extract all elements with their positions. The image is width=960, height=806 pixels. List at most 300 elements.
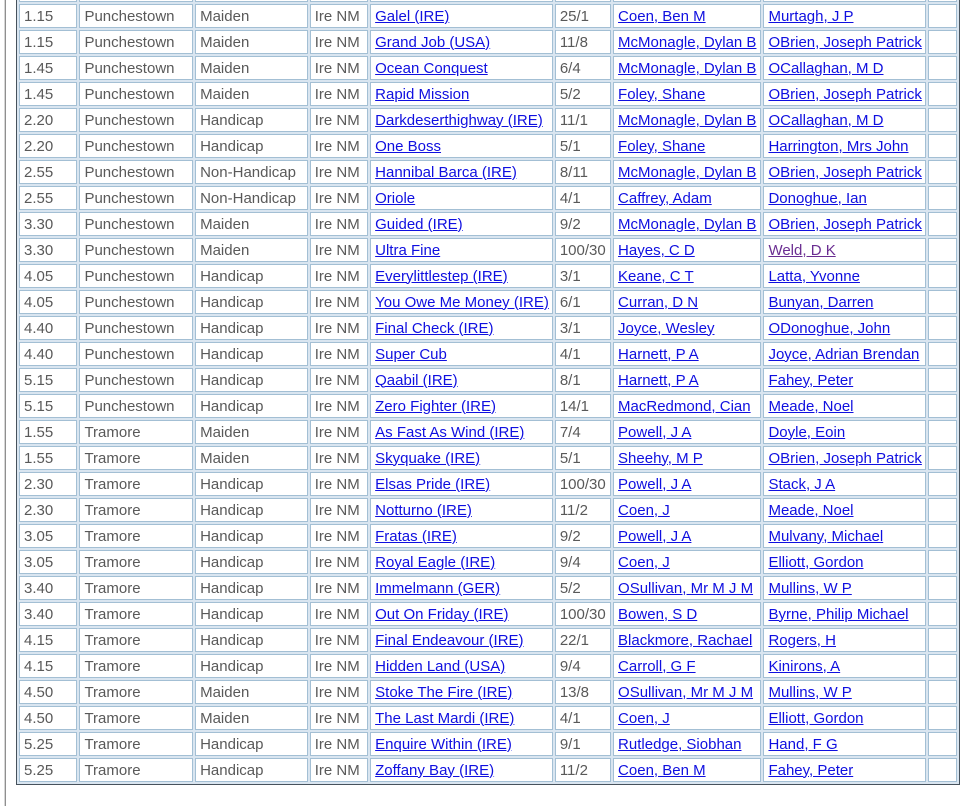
race-type-cell: Handicap xyxy=(195,472,308,496)
horse-link[interactable]: One Boss xyxy=(375,137,442,155)
race-type-cell: Handicap xyxy=(195,498,308,522)
country-cell: Ire NM xyxy=(310,342,368,366)
trainer-link-cell xyxy=(763,472,926,496)
extra-cell xyxy=(928,290,957,314)
time-cell: 1.45 xyxy=(19,56,77,80)
extra-cell xyxy=(928,732,957,756)
horse-link-cell xyxy=(370,706,553,730)
table-row xyxy=(19,134,957,158)
table-row xyxy=(19,316,957,340)
jockey-link-cell xyxy=(613,524,761,548)
course-cell: Tramore xyxy=(79,550,193,574)
horse-link[interactable]: Super Cub xyxy=(375,345,447,363)
time-cell: 4.50 xyxy=(19,680,77,704)
jockey-link[interactable]: Rutledge, Siobhan xyxy=(618,735,742,753)
jockey-link[interactable]: McMonagle, Dylan B xyxy=(618,59,757,77)
time-cell: 5.25 xyxy=(19,758,77,782)
extra-cell xyxy=(928,446,957,470)
race-type-cell: Handicap xyxy=(195,108,308,132)
trainer-link[interactable]: Latta, Yvonne xyxy=(768,267,860,285)
trainer-link[interactable]: Weld, D K xyxy=(768,241,836,259)
country-cell: Ire NM xyxy=(310,82,368,106)
trainer-link-cell xyxy=(763,420,926,444)
horse-link-cell xyxy=(370,160,553,184)
table-row xyxy=(19,238,957,262)
odds-cell: 9/2 xyxy=(555,212,611,236)
jockey-link[interactable]: Carroll, G F xyxy=(618,657,696,675)
trainer-link[interactable]: Murtagh, J P xyxy=(768,7,854,25)
jockey-link[interactable]: McMonagle, Dylan B xyxy=(618,33,757,51)
trainer-link-cell xyxy=(763,368,926,392)
odds-cell: 4/1 xyxy=(555,342,611,366)
jockey-link[interactable]: McMonagle, Dylan B xyxy=(618,215,757,233)
course-cell: Tramore xyxy=(79,472,193,496)
table-row xyxy=(19,706,957,730)
trainer-link-cell xyxy=(763,56,926,80)
trainer-link[interactable]: Elliott, Gordon xyxy=(768,553,864,571)
trainer-link-cell xyxy=(763,134,926,158)
time-cell: 3.40 xyxy=(19,602,77,626)
jockey-link[interactable]: OSullivan, Mr M J M xyxy=(618,579,754,597)
horse-link-cell xyxy=(370,212,553,236)
horse-link-cell xyxy=(370,654,553,678)
extra-cell xyxy=(928,758,957,782)
trainer-link[interactable]: ODonoghue, John xyxy=(768,319,891,337)
odds-cell: 7/4 xyxy=(555,420,611,444)
table-row xyxy=(19,550,957,574)
trainer-link-cell xyxy=(763,654,926,678)
horse-link[interactable]: Oriole xyxy=(375,189,416,207)
jockey-link[interactable]: McMonagle, Dylan B xyxy=(618,111,757,129)
odds-cell: 6/4 xyxy=(555,56,611,80)
country-cell: Ire NM xyxy=(310,56,368,80)
trainer-link[interactable]: Harrington, Mrs John xyxy=(768,137,909,155)
horse-link[interactable]: Hidden Land (USA) xyxy=(375,657,506,675)
horse-link[interactable]: Ocean Conquest xyxy=(375,59,488,77)
trainer-link[interactable]: Bunyan, Darren xyxy=(768,293,874,311)
extra-cell xyxy=(928,4,957,28)
extra-cell xyxy=(928,680,957,704)
race-type-cell: Non-Handicap xyxy=(195,186,308,210)
country-cell: Ire NM xyxy=(310,628,368,652)
race-type-cell: Handicap xyxy=(195,342,308,366)
horse-link-cell xyxy=(370,576,553,600)
jockey-link[interactable]: Bowen, S D xyxy=(618,605,698,623)
horse-link[interactable]: Hannibal Barca (IRE) xyxy=(375,163,517,181)
course-cell: Tramore xyxy=(79,524,193,548)
trainer-link-cell xyxy=(763,4,926,28)
table-row xyxy=(19,342,957,366)
horse-link[interactable]: Final Check (IRE) xyxy=(375,319,494,337)
jockey-link[interactable]: Powell, J A xyxy=(618,475,692,493)
jockey-link-cell xyxy=(613,30,761,54)
horse-link-cell xyxy=(370,524,553,548)
trainer-link[interactable]: Fahey, Peter xyxy=(768,371,854,389)
odds-cell: 100/30 xyxy=(555,472,611,496)
table-row xyxy=(19,368,957,392)
trainer-link-cell xyxy=(763,758,926,782)
time-cell: 1.55 xyxy=(19,420,77,444)
jockey-link[interactable]: Blackmore, Rachael xyxy=(618,631,753,649)
course-cell: Punchestown xyxy=(79,160,193,184)
jockey-link[interactable]: Harnett, P A xyxy=(618,371,699,389)
horse-link[interactable]: Stoke The Fire (IRE) xyxy=(375,683,513,701)
table-row xyxy=(19,758,957,782)
time-cell: 2.20 xyxy=(19,108,77,132)
odds-cell: 3/1 xyxy=(555,264,611,288)
jockey-link-cell xyxy=(613,4,761,28)
trainer-link[interactable]: OCallaghan, M D xyxy=(768,111,884,129)
jockey-link[interactable]: Coen, J xyxy=(618,501,670,519)
extra-cell xyxy=(928,82,957,106)
horse-link[interactable]: Final Endeavour (IRE) xyxy=(375,631,524,649)
horse-link[interactable]: Zero Fighter (IRE) xyxy=(375,397,496,415)
table-row xyxy=(19,56,957,80)
country-cell: Ire NM xyxy=(310,602,368,626)
horse-link[interactable]: Zoffany Bay (IRE) xyxy=(375,761,495,779)
jockey-link[interactable]: Coen, J xyxy=(618,553,670,571)
table-row xyxy=(19,602,957,626)
jockey-link-cell xyxy=(613,212,761,236)
country-cell: Ire NM xyxy=(310,732,368,756)
jockey-link[interactable]: Coen, Ben M xyxy=(618,7,706,25)
trainer-link[interactable]: Mullins, W P xyxy=(768,683,852,701)
horse-link[interactable]: Immelmann (GER) xyxy=(375,579,501,597)
horse-link-cell xyxy=(370,602,553,626)
course-cell: Tramore xyxy=(79,680,193,704)
trainer-link[interactable]: Rogers, H xyxy=(768,631,836,649)
trainer-link-cell xyxy=(763,550,926,574)
country-cell: Ire NM xyxy=(310,290,368,314)
jockey-link[interactable]: OSullivan, Mr M J M xyxy=(618,683,754,701)
jockey-link[interactable]: Coen, J xyxy=(618,709,670,727)
trainer-link-cell xyxy=(763,706,926,730)
country-cell: Ire NM xyxy=(310,264,368,288)
trainer-link[interactable]: OBrien, Joseph Patrick xyxy=(768,449,922,467)
trainer-link-cell xyxy=(763,238,926,262)
horse-link[interactable]: Darkdeserthighway (IRE) xyxy=(375,111,543,129)
horse-link[interactable]: Fratas (IRE) xyxy=(375,527,457,545)
course-cell: Tramore xyxy=(79,498,193,522)
course-cell: Punchestown xyxy=(79,394,193,418)
table-row xyxy=(19,524,957,548)
jockey-link[interactable]: Foley, Shane xyxy=(618,137,706,155)
horse-link-cell xyxy=(370,680,553,704)
race-type-cell: Maiden xyxy=(195,680,308,704)
extra-cell xyxy=(928,108,957,132)
jockey-link[interactable]: Joyce, Wesley xyxy=(618,319,715,337)
extra-cell xyxy=(928,628,957,652)
odds-cell: 9/4 xyxy=(555,654,611,678)
jockey-link-cell xyxy=(613,680,761,704)
table-row xyxy=(19,264,957,288)
country-cell: Ire NM xyxy=(310,186,368,210)
trainer-link[interactable]: OBrien, Joseph Patrick xyxy=(768,85,922,103)
horse-link[interactable]: Elsas Pride (IRE) xyxy=(375,475,491,493)
trainer-link-cell xyxy=(763,264,926,288)
time-cell: 3.30 xyxy=(19,212,77,236)
horse-link-cell xyxy=(370,4,553,28)
trainer-link-cell xyxy=(763,316,926,340)
horse-link-cell xyxy=(370,108,553,132)
time-cell: 3.05 xyxy=(19,524,77,548)
race-type-cell: Handicap xyxy=(195,628,308,652)
race-table-body xyxy=(19,0,957,782)
race-type-cell: Handicap xyxy=(195,316,308,340)
jockey-link-cell xyxy=(613,758,761,782)
course-cell: Punchestown xyxy=(79,264,193,288)
horse-link-cell xyxy=(370,628,553,652)
odds-cell: 3/1 xyxy=(555,316,611,340)
table-row xyxy=(19,108,957,132)
jockey-link[interactable]: Keane, C T xyxy=(618,267,694,285)
time-cell: 3.05 xyxy=(19,550,77,574)
horse-link-cell xyxy=(370,368,553,392)
extra-cell xyxy=(928,316,957,340)
extra-cell xyxy=(928,186,957,210)
jockey-link[interactable]: MacRedmond, Cian xyxy=(618,397,751,415)
trainer-link[interactable]: Stack, J A xyxy=(768,475,836,493)
horse-link[interactable]: Grand Job (USA) xyxy=(375,33,491,51)
trainer-link[interactable]: Elliott, Gordon xyxy=(768,709,864,727)
horse-link[interactable]: Notturno (IRE) xyxy=(375,501,472,519)
horse-link-cell xyxy=(370,56,553,80)
time-cell: 5.25 xyxy=(19,732,77,756)
odds-cell: 5/1 xyxy=(555,134,611,158)
trainer-link[interactable]: Byrne, Philip Michael xyxy=(768,605,909,623)
jockey-link[interactable]: Hayes, C D xyxy=(618,241,695,259)
jockey-link[interactable]: Coen, Ben M xyxy=(618,761,706,779)
horse-link[interactable]: Skyquake (IRE) xyxy=(375,449,481,467)
table-row xyxy=(19,160,957,184)
country-cell: Ire NM xyxy=(310,758,368,782)
time-cell: 4.40 xyxy=(19,316,77,340)
country-cell: Ire NM xyxy=(310,680,368,704)
horse-link-cell xyxy=(370,446,553,470)
jockey-link-cell xyxy=(613,706,761,730)
country-cell: Ire NM xyxy=(310,498,368,522)
odds-cell: 11/2 xyxy=(555,758,611,782)
trainer-link[interactable]: Joyce, Adrian Brendan xyxy=(768,345,920,363)
horse-link-cell xyxy=(370,732,553,756)
horse-link[interactable]: You Owe Me Money (IRE) xyxy=(375,293,549,311)
course-cell: Punchestown xyxy=(79,238,193,262)
jockey-link-cell xyxy=(613,498,761,522)
horse-link-cell xyxy=(370,186,553,210)
time-cell: 2.30 xyxy=(19,472,77,496)
trainer-link-cell xyxy=(763,524,926,548)
trainer-link[interactable]: OBrien, Joseph Patrick xyxy=(768,215,922,233)
trainer-link-cell xyxy=(763,602,926,626)
trainer-link-cell xyxy=(763,160,926,184)
course-cell: Tramore xyxy=(79,706,193,730)
horse-link-cell xyxy=(370,134,553,158)
race-type-cell: Handicap xyxy=(195,394,308,418)
trainer-link[interactable]: Meade, Noel xyxy=(768,501,854,519)
horse-link-cell xyxy=(370,758,553,782)
time-cell: 5.15 xyxy=(19,394,77,418)
country-cell: Ire NM xyxy=(310,472,368,496)
jockey-link-cell xyxy=(613,654,761,678)
horse-link[interactable]: The Last Mardi (IRE) xyxy=(375,709,515,727)
horse-link[interactable]: Galel (IRE) xyxy=(375,7,450,25)
trainer-link[interactable]: OBrien, Joseph Patrick xyxy=(768,33,922,51)
odds-cell: 4/1 xyxy=(555,186,611,210)
horse-link[interactable]: Enquire Within (IRE) xyxy=(375,735,512,753)
trainer-link-cell xyxy=(763,628,926,652)
time-cell: 4.15 xyxy=(19,628,77,652)
country-cell: Ire NM xyxy=(310,212,368,236)
table-row xyxy=(19,732,957,756)
race-type-cell xyxy=(195,0,308,2)
jockey-link[interactable]: Sheehy, M P xyxy=(618,449,703,467)
time-cell: 4.05 xyxy=(19,264,77,288)
odds-cell: 8/1 xyxy=(555,368,611,392)
race-type-cell: Handicap xyxy=(195,654,308,678)
table-row xyxy=(19,212,957,236)
race-type-cell: Handicap xyxy=(195,134,308,158)
time-cell: 5.15 xyxy=(19,368,77,392)
jockey-link-cell xyxy=(613,732,761,756)
trainer-link[interactable]: Donoghue, Ian xyxy=(768,189,867,207)
extra-cell xyxy=(928,342,957,366)
jockey-link[interactable]: Caffrey, Adam xyxy=(618,189,712,207)
trainer-link-cell xyxy=(763,0,926,2)
jockey-link-cell xyxy=(613,394,761,418)
trainer-link[interactable]: Hand, F G xyxy=(768,735,838,753)
jockey-link[interactable]: Powell, J A xyxy=(618,527,692,545)
course-cell: Punchestown xyxy=(79,290,193,314)
trainer-link-cell xyxy=(763,342,926,366)
trainer-link-cell xyxy=(763,30,926,54)
table-row xyxy=(19,4,957,28)
race-type-cell: Handicap xyxy=(195,758,308,782)
country-cell: Ire NM xyxy=(310,524,368,548)
course-cell: Tramore xyxy=(79,628,193,652)
race-type-cell: Maiden xyxy=(195,30,308,54)
trainer-link[interactable]: OBrien, Joseph Patrick xyxy=(768,163,922,181)
table-row xyxy=(19,30,957,54)
country-cell: Ire NM xyxy=(310,108,368,132)
course-cell: Tramore xyxy=(79,602,193,626)
table-row xyxy=(19,82,957,106)
odds-cell: 11/2 xyxy=(555,498,611,522)
extra-cell xyxy=(928,524,957,548)
jockey-link-cell xyxy=(613,290,761,314)
partial-table-row xyxy=(19,0,957,2)
trainer-link[interactable]: Meade, Noel xyxy=(768,397,854,415)
trainer-link-cell xyxy=(763,732,926,756)
course-cell xyxy=(79,0,193,2)
jockey-link-cell xyxy=(613,576,761,600)
horse-link-cell xyxy=(370,30,553,54)
trainer-link[interactable]: Kinirons, A xyxy=(768,657,841,675)
jockey-link[interactable]: Harnett, P A xyxy=(618,345,699,363)
course-cell: Tramore xyxy=(79,446,193,470)
race-type-cell: Handicap xyxy=(195,290,308,314)
odds-cell: 11/8 xyxy=(555,30,611,54)
odds-cell: 25/1 xyxy=(555,4,611,28)
trainer-link[interactable]: Mullins, W P xyxy=(768,579,852,597)
time-cell: 4.50 xyxy=(19,706,77,730)
odds-cell: 100/30 xyxy=(555,602,611,626)
jockey-link-cell xyxy=(613,602,761,626)
trainer-link[interactable]: Doyle, Eoin xyxy=(768,423,846,441)
jockey-link-cell xyxy=(613,342,761,366)
trainer-link[interactable]: OCallaghan, M D xyxy=(768,59,884,77)
horse-link-cell xyxy=(370,498,553,522)
horse-link[interactable]: Everylittlestep (IRE) xyxy=(375,267,508,285)
table-row xyxy=(19,498,957,522)
race-type-cell: Maiden xyxy=(195,706,308,730)
odds-cell: 6/1 xyxy=(555,290,611,314)
race-type-cell: Handicap xyxy=(195,550,308,574)
jockey-link-cell xyxy=(613,108,761,132)
table-row xyxy=(19,576,957,600)
extra-cell xyxy=(928,264,957,288)
horse-link-cell xyxy=(370,316,553,340)
jockey-link[interactable]: McMonagle, Dylan B xyxy=(618,163,757,181)
horse-link[interactable]: Ultra Fine xyxy=(375,241,441,259)
odds-cell: 9/1 xyxy=(555,732,611,756)
extra-cell xyxy=(928,0,957,2)
time-cell: 3.30 xyxy=(19,238,77,262)
extra-cell xyxy=(928,576,957,600)
trainer-link-cell xyxy=(763,498,926,522)
trainer-link[interactable]: Fahey, Peter xyxy=(768,761,854,779)
course-cell: Punchestown xyxy=(79,368,193,392)
jockey-link[interactable]: Foley, Shane xyxy=(618,85,706,103)
race-type-cell: Maiden xyxy=(195,212,308,236)
course-cell: Punchestown xyxy=(79,134,193,158)
race-type-cell: Handicap xyxy=(195,524,308,548)
horse-link[interactable]: Qaabil (IRE) xyxy=(375,371,458,389)
horse-link[interactable]: Guided (IRE) xyxy=(375,215,463,233)
time-cell: 3.40 xyxy=(19,576,77,600)
time-cell: 1.55 xyxy=(19,446,77,470)
horse-link[interactable]: Royal Eagle (IRE) xyxy=(375,553,496,571)
horse-link[interactable]: As Fast As Wind (IRE) xyxy=(375,423,525,441)
jockey-link-cell xyxy=(613,0,761,2)
horse-link[interactable]: Rapid Mission xyxy=(375,85,470,103)
odds-cell: 9/4 xyxy=(555,550,611,574)
time-cell: 2.30 xyxy=(19,498,77,522)
odds-cell: 4/1 xyxy=(555,706,611,730)
country-cell: Ire NM xyxy=(310,368,368,392)
jockey-link-cell xyxy=(613,420,761,444)
country-cell: Ire NM xyxy=(310,30,368,54)
time-cell xyxy=(19,0,77,2)
jockey-link[interactable]: Powell, J A xyxy=(618,423,692,441)
extra-cell xyxy=(928,394,957,418)
course-cell: Punchestown xyxy=(79,30,193,54)
jockey-link-cell xyxy=(613,368,761,392)
race-type-cell: Maiden xyxy=(195,82,308,106)
table-row xyxy=(19,446,957,470)
jockey-link[interactable]: Curran, D N xyxy=(618,293,699,311)
trainer-link[interactable]: Mulvany, Michael xyxy=(768,527,884,545)
course-cell: Tramore xyxy=(79,576,193,600)
odds-cell: 100/30 xyxy=(555,238,611,262)
extra-cell xyxy=(928,160,957,184)
horse-link[interactable]: Out On Friday (IRE) xyxy=(375,605,509,623)
odds-cell xyxy=(555,0,611,2)
race-type-cell: Maiden xyxy=(195,4,308,28)
time-cell: 1.15 xyxy=(19,30,77,54)
jockey-link-cell xyxy=(613,628,761,652)
country-cell: Ire NM xyxy=(310,706,368,730)
odds-cell: 11/1 xyxy=(555,108,611,132)
